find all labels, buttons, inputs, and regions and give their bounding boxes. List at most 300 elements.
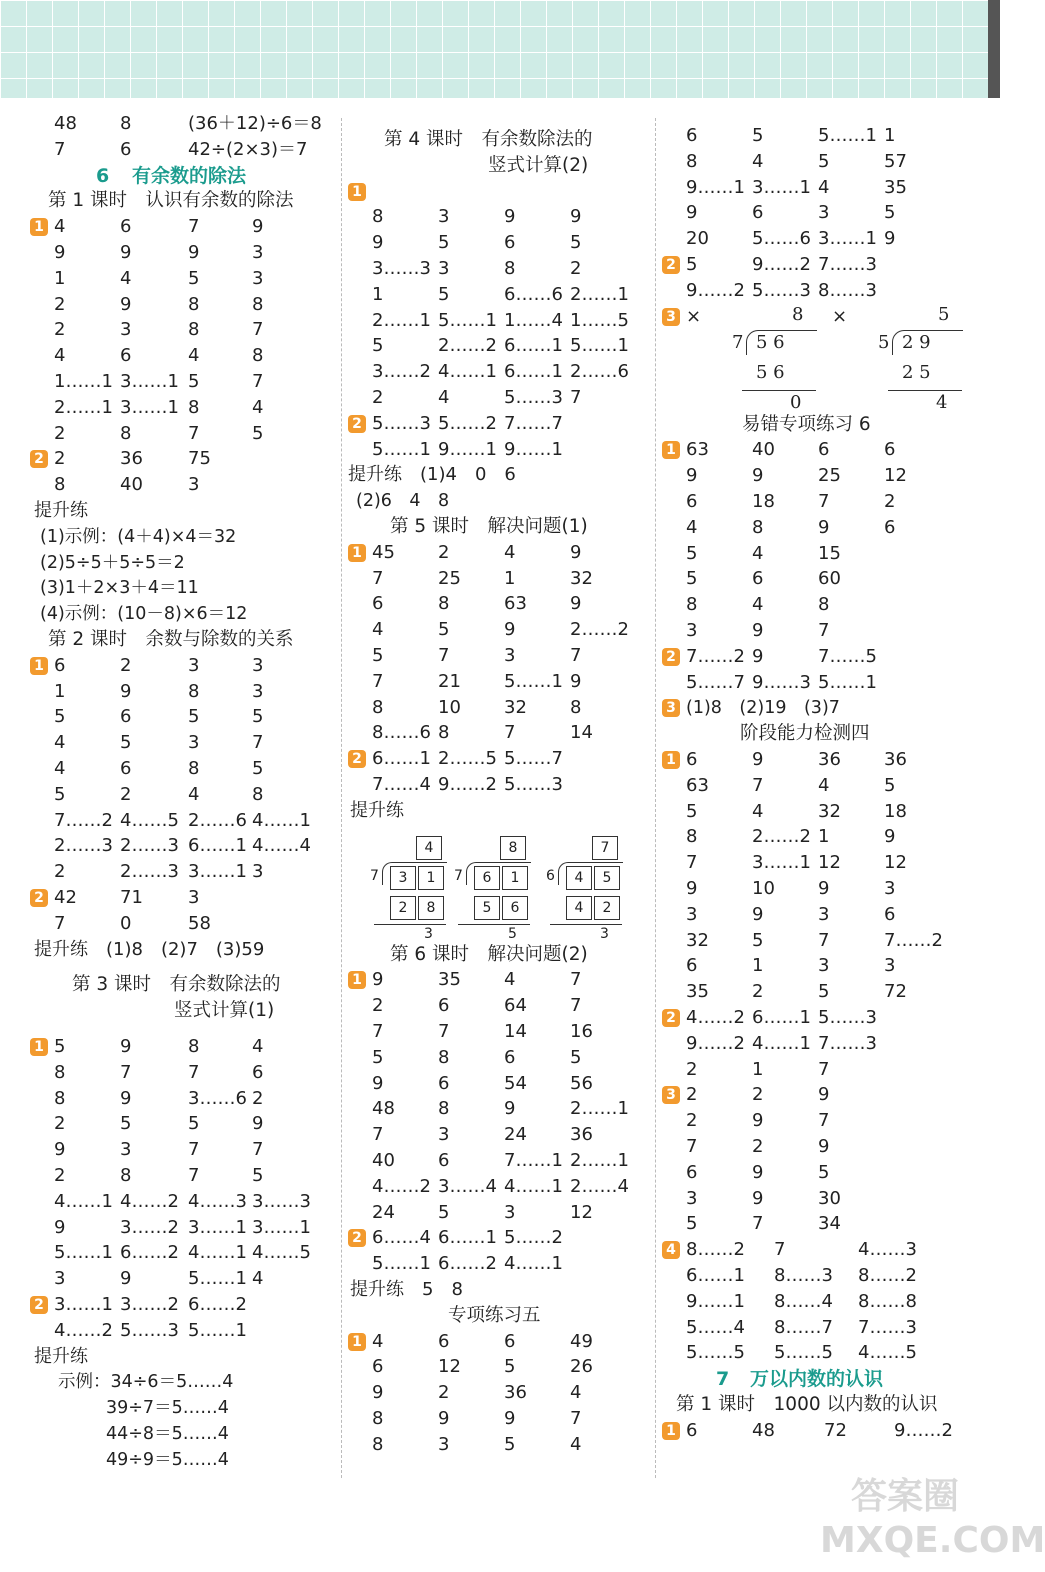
zx5-q1-cell: 26 (570, 1356, 593, 1378)
l4-q1-row (348, 230, 648, 256)
l4-q1-badge: 1 (348, 183, 366, 201)
jd-q3-cell: 2 (686, 1084, 698, 1106)
l5-q1-cell: 14 (570, 722, 593, 744)
jd-q1-cell: 1 (818, 826, 830, 848)
ycz-q3-badge: 3 (662, 699, 680, 717)
l6-q1-cell: 3 (504, 1201, 516, 1223)
zx5-q1-row (348, 1354, 648, 1380)
ycz-q1-cell: 9 (686, 465, 698, 487)
l1-q2-cell: 2 (54, 448, 66, 470)
divisor: 6 (546, 867, 555, 884)
cross-mark-b: × (832, 305, 848, 327)
l2-q1-cell: 4……1 (252, 809, 311, 831)
jd-q4-row (662, 1315, 962, 1341)
chapter-number: 7 (716, 1368, 730, 1391)
ycz-q2-cell: 9 (752, 645, 764, 667)
l2-q1-cell: 3 (252, 861, 264, 883)
jd-q1-cell: 6 (686, 955, 698, 977)
jd-q2-cell: 5……3 (818, 1007, 877, 1028)
ycz-q1-cell: 15 (818, 542, 841, 564)
l4-q2-cell: 7……7 (504, 412, 563, 434)
lesson-3-subtitle-text: 竖式计算(1) (174, 1000, 275, 1022)
q2-cell: 5 (686, 254, 698, 275)
ycz-q1-cell: 7 (818, 620, 830, 641)
l4-q1-cell: 4……1 (438, 361, 497, 383)
l1-q1-cell: 3……1 (120, 396, 179, 418)
l3-q1-cell: 7 (252, 1139, 264, 1161)
l3-q1-cell: 4 (252, 1036, 264, 1057)
jd-q3-cell: 7 (818, 1110, 830, 1132)
l5-q1-cell: 7 (372, 670, 384, 692)
l3-q1-cell: 3……1 (252, 1216, 311, 1238)
l5-q2-row (348, 772, 648, 798)
lesson-3-practice (30, 1344, 330, 1370)
l3-q1-row (30, 1034, 330, 1060)
l1-q1-cell: 3 (120, 319, 132, 341)
l1-q1-badge: 1 (30, 218, 48, 236)
l2-q1-cell: 5 (188, 706, 200, 728)
divisor: 7 (370, 867, 379, 884)
divisor: 7 (454, 867, 463, 884)
jd-q3-cell: 2 (752, 1136, 764, 1157)
l3-q2-badge: 2 (30, 1296, 48, 1314)
zx5-q1-cell: 4 (570, 1382, 582, 1404)
jd-q1-cell: 10 (752, 878, 775, 899)
ycz-q1-cell: 8 (818, 594, 830, 616)
practice-label-text: 提升练 (34, 500, 88, 521)
l3-q1-cell: 4……3 (188, 1190, 247, 1212)
l1-q1-cell: 2……1 (54, 396, 113, 418)
l4-q1-row (348, 282, 648, 308)
l1-q1-cell: 2 (54, 319, 66, 341)
l6-q1-cell: 5 (372, 1046, 384, 1068)
l2-q1-cell: 3 (188, 654, 200, 676)
l3-q1-cell: 3……2 (120, 1216, 179, 1238)
jd-q1-cell: 3 (686, 903, 698, 925)
l1-q1-cell: 7 (188, 216, 200, 238)
top-cell: 6 (686, 125, 698, 146)
l6-q1-row (348, 967, 648, 993)
l5-q1-row (348, 695, 648, 721)
l3-q2-row (30, 1318, 330, 1344)
l2-q1-cell: 2 (120, 783, 132, 805)
l3-q1-cell: 6 (252, 1061, 264, 1083)
l2-q2-cell: 42 (54, 887, 77, 908)
ycz-q1-cell: 60 (818, 568, 841, 590)
l1-q1-cell: 7 (188, 422, 200, 444)
l3-q1-cell: 8 (120, 1165, 132, 1186)
jd-q1-row (662, 850, 962, 876)
ycz-q1-cell: 4 (752, 542, 764, 564)
l2-q1-cell: 6 (120, 706, 132, 728)
l1-q1-row (30, 369, 330, 395)
l3-q2-cell: 5……1 (188, 1319, 247, 1341)
jd-q2-row (662, 1031, 962, 1057)
ycz-q1-cell: 25 (818, 465, 841, 487)
zx5-q1-cell: 5 (504, 1433, 516, 1455)
l6-q1-cell: 7 (372, 1124, 384, 1146)
lesson-4-practice-2 (348, 488, 648, 514)
l4-q1-cell: 6……1 (504, 335, 563, 357)
jd-q3-row (662, 1082, 962, 1108)
l4-q1-cell: 1……5 (570, 309, 629, 331)
l6-q2-row (348, 1225, 648, 1251)
top-cell: 5 (884, 202, 896, 224)
l2-q1-cell: 5 (54, 706, 66, 728)
l1-q1-cell: 4 (54, 216, 66, 238)
l2-q1-row (30, 704, 330, 730)
top-row (662, 149, 962, 175)
l6-q1-cell: 7 (570, 995, 582, 1017)
l5-q1-row (348, 591, 648, 617)
l2-q1-cell: 8 (188, 680, 200, 702)
jd-q3-cell: 2 (686, 1110, 698, 1132)
jd-q1-cell: 9 (884, 826, 896, 848)
jd-q3-cell: 30 (818, 1187, 841, 1209)
l6-q1-cell: 9 (372, 969, 384, 991)
l5-q1-cell: 3 (504, 645, 516, 666)
l6-q1-cell: 6 (438, 995, 450, 1017)
jd-q4-row (662, 1263, 962, 1289)
ycz-q1-row (662, 566, 962, 592)
l4-q1-cell: 6……6 (504, 283, 563, 305)
top-cell: 5 (818, 150, 830, 172)
lesson-4-title-text: 第 4 课时 有余数除法的 (384, 129, 593, 150)
l6-q1-cell: 14 (504, 1021, 527, 1042)
jd-q4-row (662, 1340, 962, 1366)
jd-q2-cell: 1 (752, 1058, 764, 1080)
l4-q1-cell: 3 (438, 206, 450, 228)
example-line-text: 39÷7＝5……4 (106, 1398, 229, 1419)
jd-q1-badge: 1 (662, 751, 680, 769)
jd-q3-cell: 2 (752, 1084, 764, 1106)
l6-q1-cell: 4……2 (372, 1175, 431, 1197)
zx5-q1-cell: 4 (372, 1330, 384, 1352)
l2-q1-cell: 1 (54, 680, 66, 702)
l2-q1-row (30, 859, 330, 885)
jd-q1-row (662, 876, 962, 902)
product-box: 4 (566, 896, 592, 920)
top-cell: 4 (818, 176, 830, 198)
l3-q1-row (30, 1163, 330, 1189)
l6-q1-row (348, 1045, 648, 1071)
lesson-2-title-text: 第 2 课时 余数与除数的关系 (48, 629, 294, 650)
l5-q2-cell: 5……7 (504, 748, 563, 770)
ycz-q1-cell: 4 (752, 594, 764, 616)
l3-q1-cell: 9 (252, 1113, 264, 1135)
l6-q1-row (348, 1174, 648, 1200)
jd-q3-cell: 7 (752, 1213, 764, 1235)
product: 5 6 (756, 361, 785, 383)
l1-q1-row (30, 421, 330, 447)
jd-q4-cell: 7 (774, 1239, 786, 1261)
chapter-number: 6 (96, 164, 110, 187)
jd-q1-cell: 9 (818, 878, 830, 899)
example-line (30, 1395, 330, 1421)
zx5-q1-cell: 3 (438, 1433, 450, 1455)
remainder: 4 (936, 391, 948, 413)
q2-row (662, 278, 962, 304)
l6-q1-cell: 4……1 (504, 1175, 563, 1197)
l5-q1-cell: 7 (504, 722, 516, 744)
zx5-q1-row (348, 1406, 648, 1432)
zx5-q1-row (348, 1329, 648, 1355)
l4-q1-row (348, 204, 648, 230)
l2-q1-cell: 5 (252, 758, 264, 779)
chapter-7-heading (662, 1366, 962, 1392)
l4-q1-cell: 3……2 (372, 361, 431, 383)
l4-q1-badge-row (348, 179, 648, 205)
l6-q1-cell: 16 (570, 1021, 593, 1042)
l5-q1-row (348, 540, 648, 566)
jd-q2-row (662, 1057, 962, 1083)
l6-q1-cell: 2 (372, 995, 384, 1017)
l2-q1-cell: 4……5 (120, 809, 179, 831)
subtraction-line (888, 390, 962, 391)
practice-label (30, 498, 330, 524)
l2-q1-cell: 2……6 (188, 809, 247, 831)
dividend-box: 1 (502, 866, 528, 890)
boxed-divisions (348, 836, 648, 946)
lesson-4-practice (348, 462, 648, 488)
lesson-2-title (30, 627, 330, 653)
l1-q1-cell: 9 (120, 293, 132, 315)
l5-q2-cell: 6……1 (372, 748, 431, 770)
top-cell: 1 (884, 125, 896, 146)
l3-q1-cell: 2 (252, 1087, 264, 1109)
jd-q3-cell: 34 (818, 1213, 841, 1235)
l5-q2-cell: 2……5 (438, 748, 497, 770)
l4-q2-cell: 5……2 (438, 412, 497, 434)
l6-q1-cell: 24 (372, 1201, 395, 1223)
l6-q1-cell: 4 (504, 969, 516, 991)
l5-q1-cell: 32 (504, 696, 527, 718)
top-row (662, 175, 962, 201)
practice-line-text: (1)示例：(4＋4)×4＝32 (40, 526, 237, 547)
jd-q4-cell: 8……4 (774, 1290, 833, 1312)
ycz-q2-row (662, 644, 962, 670)
l2-q1-cell: 9 (120, 680, 132, 702)
l1-q1-cell: 3 (252, 242, 264, 263)
l5-q1-cell: 1 (504, 567, 516, 589)
lesson-5-practice (348, 798, 648, 824)
jd-q1-cell: 18 (884, 800, 907, 822)
jd-q1-cell: 3……1 (752, 852, 811, 874)
l2-q1-cell: 4 (54, 758, 66, 779)
chapter-title: 有余数的除法 (132, 164, 247, 187)
boxed-division (544, 836, 639, 946)
jd-q1-cell: 9 (752, 903, 764, 925)
l1-q1-cell: 8 (188, 293, 200, 315)
l6-q1-cell: 40 (372, 1150, 395, 1171)
l1-q1-row (30, 214, 330, 240)
remainder: 5 (508, 925, 517, 942)
l6-q1-cell: 56 (570, 1072, 593, 1094)
ycz-q1-cell: 6 (818, 439, 830, 461)
l5-q1-cell: 8 (438, 593, 450, 615)
jd-q1-row (662, 799, 962, 825)
l3-q1-badge: 1 (30, 1038, 48, 1056)
l3-q2-cell: 3……1 (54, 1294, 113, 1315)
zx5-q1-cell: 49 (570, 1330, 593, 1352)
l3-q1-row (30, 1240, 330, 1266)
dividend-box: 3 (390, 866, 416, 890)
jd-q1-cell: 5 (752, 929, 764, 951)
l1-q1-cell: 3……1 (120, 371, 179, 392)
jd-q1-cell: 2……2 (752, 826, 811, 848)
l6-q1-cell: 12 (570, 1201, 593, 1223)
l2-q1-badge: 1 (30, 657, 48, 675)
l6-q1-row (348, 1122, 648, 1148)
zx5-q1-row (348, 1380, 648, 1406)
l2-q1-cell: 2 (120, 654, 132, 676)
l3-q1-cell: 8 (54, 1087, 66, 1109)
l4-q1-cell: 9 (372, 232, 384, 254)
chapter-6-heading (30, 163, 330, 189)
l4-q1-row (348, 308, 648, 334)
long-division-a (732, 304, 832, 414)
l5-q2-cell: 9……2 (438, 774, 497, 795)
quotient-box: 7 (592, 836, 618, 860)
l6-q1-cell: 54 (504, 1072, 527, 1094)
l4-q1-cell: 6 (504, 232, 516, 254)
jd-q3-cell: 5 (686, 1213, 698, 1235)
top-cell: 6 (752, 202, 764, 224)
l2-q1-cell: 2……3 (54, 835, 113, 857)
top-cell: 5 (752, 125, 764, 146)
l4-q1-cell: 9 (504, 206, 516, 228)
l4-q1-cell: 5 (438, 232, 450, 254)
jd-q3-row (662, 1108, 962, 1134)
l2-q1-cell: 5 (54, 783, 66, 805)
l6-q1-cell: 8 (438, 1098, 450, 1120)
practice-line (30, 524, 330, 550)
l2-q1-cell: 3 (188, 732, 200, 754)
l3-q1-row (30, 1189, 330, 1215)
l3-q1-cell: 9 (54, 1216, 66, 1238)
quotient: 8 (792, 303, 804, 325)
top-row (662, 200, 962, 226)
l1-q1-cell: 5 (252, 422, 264, 444)
remainder: 0 (790, 391, 802, 413)
l5-q1-badge: 1 (348, 544, 366, 562)
l3-q1-cell: 4……2 (120, 1190, 179, 1212)
jd-q3-cell: 5 (818, 1161, 830, 1183)
l3-q1-row (30, 1086, 330, 1112)
top-cell: 9 (884, 228, 896, 250)
l2-q1-cell: 4 (54, 732, 66, 754)
l3-q2-cell: 6……2 (188, 1294, 247, 1315)
l1-q1-row (30, 266, 330, 292)
cell: 8 (120, 113, 132, 134)
zx5-q1-cell: 9 (438, 1408, 450, 1429)
l5-q1-row (348, 720, 648, 746)
ycz-q2-cell: 9……3 (752, 671, 811, 693)
jd-q2-cell: 7 (818, 1058, 830, 1080)
lesson-6-title (348, 942, 648, 968)
l4-q1-cell: 5……1 (570, 335, 629, 357)
l6-q1-cell: 2……1 (570, 1150, 629, 1171)
remainder: 3 (424, 925, 433, 942)
jd-q2-cell: 4……1 (752, 1032, 811, 1054)
l5-q1-cell: 2……2 (570, 619, 629, 641)
l5-q1-cell: 25 (438, 567, 461, 589)
jd-q3-cell: 9 (752, 1110, 764, 1132)
l6-q1-cell: 6 (438, 1150, 450, 1171)
l5-q1-cell: 8 (372, 696, 384, 718)
jd-q4-cell: 9……1 (686, 1290, 745, 1312)
top-cell: 9 (686, 202, 698, 224)
ycz-q1-cell: 9 (752, 465, 764, 487)
top-cell: 9……1 (686, 176, 745, 198)
l2-q1-cell: 2……3 (120, 835, 179, 857)
l5-q1-cell: 8 (570, 696, 582, 718)
ycz-q1-cell: 6 (752, 568, 764, 590)
l5-q2-cell: 5……3 (504, 774, 563, 795)
page-edge-shadow (988, 0, 1000, 98)
l6-q1-cell: 2……4 (570, 1175, 629, 1197)
l1-q2-row (30, 446, 330, 472)
jd-q4-cell: 4……5 (858, 1342, 917, 1364)
top-cell: 8 (686, 150, 698, 172)
remainder: 3 (600, 925, 609, 942)
ycz-q1-cell: 6 (884, 516, 896, 538)
l1-q1-cell: 9 (188, 242, 200, 263)
l4-q1-cell: 3……3 (372, 258, 431, 279)
l4-q1-cell: 5 (570, 232, 582, 254)
jd-q3-cell: 7 (686, 1136, 698, 1157)
jd-q1-cell: 3 (884, 955, 896, 977)
jd-q2-cell: 4……2 (686, 1007, 745, 1028)
zx5-q1-cell: 36 (504, 1382, 527, 1404)
l3-q1-cell: 9 (120, 1087, 132, 1109)
l4-q1-cell: 9 (570, 206, 582, 228)
jd-q4-cell: 5……4 (686, 1316, 745, 1338)
jd-q1-row (662, 928, 962, 954)
jd-q3-cell: 9 (818, 1084, 830, 1106)
jd-q1-cell: 9 (686, 878, 698, 899)
top-row (662, 123, 962, 149)
l1-q1-cell: 8 (188, 319, 200, 341)
l5-q1-cell: 7 (372, 567, 384, 589)
lesson-1-title-text: 第 1 课时 认识有余数的除法 (48, 190, 294, 212)
l4-q1-cell: 1 (372, 283, 384, 305)
l5-q1-cell: 9 (570, 593, 582, 615)
zx5-q1-row (348, 1432, 648, 1458)
jd-q2-cell: 9……2 (686, 1032, 745, 1054)
ycz-q2-row (662, 670, 962, 696)
l1-q1-cell: 1……1 (54, 371, 113, 392)
l2-q1-cell: 6 (120, 758, 132, 779)
l6-q2-cell: 6……2 (438, 1253, 497, 1275)
ycz-q1-row (662, 463, 962, 489)
product: 2 5 (902, 361, 931, 383)
ycz-q1-row (662, 437, 962, 463)
jd-q1-cell: 32 (686, 929, 709, 951)
l6-q1-cell: 7 (570, 969, 582, 991)
ch7-q1-cell: 9……2 (894, 1419, 953, 1441)
ycz-q1-cell: 4 (686, 516, 698, 538)
jd-q4-cell: 8……2 (858, 1265, 917, 1286)
quotient-box: 4 (416, 836, 442, 860)
lesson-6-practice-text: 提升练 5 8 (350, 1279, 463, 1300)
l5-q2-row (348, 746, 648, 772)
ycz-q2-badge: 2 (662, 648, 680, 666)
ycz-q2-cell: 7……5 (818, 645, 877, 667)
cell: 48 (54, 113, 77, 134)
jd-q4-cell: 8……2 (686, 1239, 745, 1261)
jd-q2-cell: 6……1 (752, 1007, 811, 1028)
